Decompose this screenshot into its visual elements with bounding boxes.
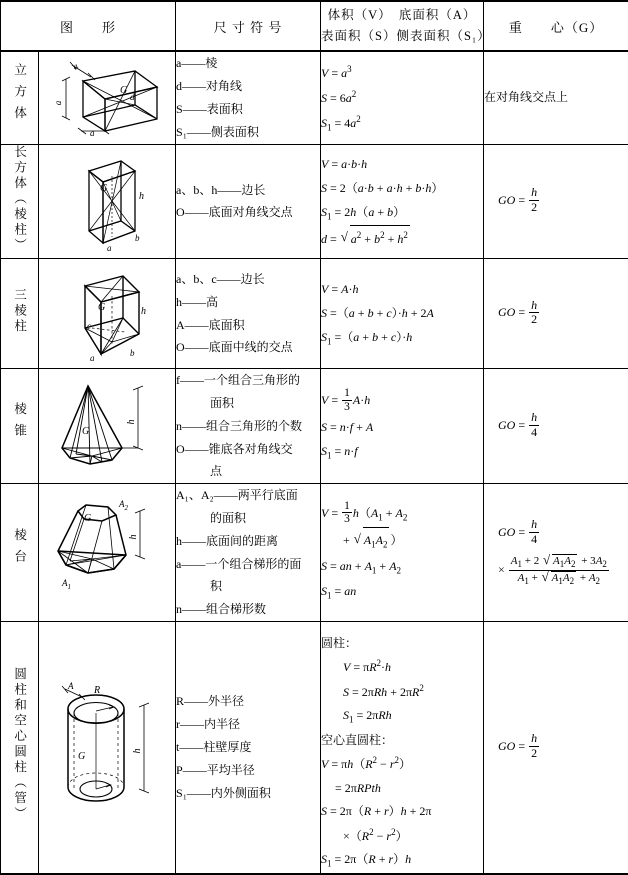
svg-text:A1: A1 [61, 578, 71, 591]
symbol-line: S₁——侧表面积 [176, 121, 320, 144]
row-label-pyramid [1, 369, 39, 484]
formula-line: $V = \pi h(R^2 - r^2)$ [321, 752, 483, 776]
rectangular-prism-centroid-cell [484, 144, 628, 259]
table-row [1, 369, 628, 484]
svg-text:d: d [130, 92, 135, 102]
triangular-prism-symbols-cell [176, 259, 321, 369]
row-label-text: 立方体 [10, 63, 28, 128]
frustum-formulas-cell [321, 484, 484, 622]
frustum-symbols-cell [176, 484, 321, 622]
svg-text:a: a [53, 100, 63, 105]
row-label-rectangular-prism [1, 144, 39, 259]
svg-text:b: b [135, 233, 140, 243]
symbol-line: 积 [176, 575, 320, 598]
symbol-line: h——底面间的距离 [176, 530, 320, 553]
symbol-line: h——高 [176, 291, 320, 314]
symbol-line: 点 [176, 460, 320, 483]
row-label-cube [1, 51, 39, 144]
svg-text:a: a [90, 128, 95, 138]
row-label-text: 圆柱和空心圆柱（管） [10, 667, 28, 822]
header-symbols [176, 1, 321, 51]
header-centroid-label: 重 心（G） [509, 20, 603, 35]
rectangular-prism-formulas-cell [321, 144, 484, 259]
formula-group-title: 空心直圆柱： [321, 729, 483, 752]
pyramid-figure [40, 372, 175, 480]
formula-line: $\times(R^2 - r^2)$ [321, 824, 483, 848]
triangular-prism-figure [45, 262, 170, 366]
svg-text:h: h [126, 420, 137, 425]
formula-line: S = an + $A_1 + A_2$ [321, 554, 483, 579]
cube-figure-cell [39, 51, 176, 144]
formula-line: V = $\frac{1}{3}$ A·h [321, 388, 483, 415]
formula-group-title: 圆柱： [321, 632, 483, 655]
symbol-line: O——底面中线的交点 [176, 336, 320, 359]
symbol-line: 的面积 [176, 507, 320, 530]
frustum-figure-cell [39, 484, 176, 622]
svg-text:a: a [70, 60, 80, 71]
pyramid-figure-cell [39, 369, 176, 484]
svg-text:G: G [78, 751, 85, 762]
symbol-line: a、b、c——边长 [176, 268, 320, 291]
formula-line: V = A·h [321, 277, 483, 301]
formula-line: $S_1 = 4a^2$ [321, 110, 483, 136]
rectangular-prism-figure [45, 149, 170, 253]
centroid-formula-line2: × $\frac{A_1 + 2 √ A_1A_2 + 3A_2}{A_1 + √ A_1A_2 + A_2}$ [498, 555, 628, 587]
centroid-formula: GO = $\frac{h}{4}$ [498, 418, 540, 432]
header-symbols-label: 尺 寸 符 号 [214, 20, 283, 35]
cube-figure [45, 57, 170, 139]
symbol-line: A——底面积 [176, 314, 320, 337]
table-row [1, 144, 628, 259]
formula-line: = 2πRPth [321, 777, 483, 800]
hollow-cylinder-symbols-cell [176, 621, 321, 874]
symbol-line: t——柱壁厚度 [176, 736, 320, 759]
formula-line: S =（a + b + c）·h + 2A [321, 301, 483, 325]
frustum-centroid-cell [484, 484, 628, 622]
formula-line: S = n·f + A [321, 415, 483, 439]
row-label-text: 棱锥 [10, 402, 28, 445]
table-row [1, 484, 628, 622]
row-label-text: 棱台 [10, 528, 28, 571]
frustum-figure [40, 489, 175, 617]
svg-text:A: A [67, 681, 74, 691]
svg-text:G: G [84, 513, 91, 524]
symbol-line: P——平均半径 [176, 759, 320, 782]
svg-text:h: h [128, 534, 139, 539]
symbol-line: n——组合三角形的个数 [176, 415, 320, 438]
symbol-line: S——表面积 [176, 98, 320, 121]
row-label-text: 三棱柱 [10, 288, 28, 335]
svg-text:h: h [132, 749, 143, 754]
svg-text:G: G [98, 302, 105, 313]
header-formulas [321, 1, 484, 51]
svg-text:a: a [90, 353, 95, 363]
centroid-formula: GO = $\frac{h}{2}$ [498, 193, 540, 207]
header-formulas-line2: 表面积（S）侧表面积（S₁） [321, 26, 483, 47]
hollow-cylinder-centroid-cell [484, 621, 628, 874]
pyramid-formulas-cell [321, 369, 484, 484]
symbol-line: O——锥底各对角线交 [176, 438, 320, 461]
formula-line: S = 2π（R + r）h + 2π [321, 800, 483, 823]
pyramid-symbols-cell [176, 369, 321, 484]
svg-text:h: h [141, 306, 146, 317]
formula-line: V = a·b·h [321, 152, 483, 176]
symbol-line: S₁——内外侧面积 [176, 782, 320, 805]
symbol-line: R——外半径 [176, 690, 320, 713]
centroid-formula: GO = $\frac{h}{2}$ [498, 739, 540, 753]
formula-line: $S_1 = 2h(a + b)$ [321, 200, 483, 225]
formula-line: V = $\frac{1}{3}$ $h(A_1 + A_2$ [321, 501, 483, 528]
hollow-cylinder-figure [40, 667, 175, 827]
formula-line: $S_1 = n\cdot f$ [321, 439, 483, 464]
cube-formulas-cell [321, 51, 484, 144]
triangular-prism-formulas-cell [321, 259, 484, 369]
svg-text:R: R [93, 685, 100, 696]
formula-line: $S = 2\pi Rh + 2\pi R^2$ [321, 680, 483, 704]
symbol-line: A₁、A₂——两平行底面 [176, 484, 320, 507]
formula-line: $S_1 = 2\pi Rh$ [321, 704, 483, 729]
cube-centroid-cell [484, 51, 628, 144]
formula-line: $V = \pi R^2\cdot h$ [321, 655, 483, 679]
rectangular-prism-figure-cell [39, 144, 176, 259]
rectangular-prism-symbols-cell [176, 144, 321, 259]
header-centroid [484, 1, 628, 51]
svg-text:h: h [139, 191, 144, 202]
symbol-line: a——一个组合梯形的面 [176, 553, 320, 576]
formula-line: S = 2（a·b + a·h + b·h） [321, 176, 483, 200]
formula-line: + √ $A_1A_2$ ） [321, 527, 483, 553]
row-label-triangular-prism [1, 259, 39, 369]
triangular-prism-figure-cell [39, 259, 176, 369]
symbol-line: O——底面对角线交点 [176, 201, 320, 224]
centroid-formula-line1: GO = $\frac{h}{4}$ [498, 518, 628, 547]
header-figure [1, 1, 176, 51]
formula-line: $S_1 = 2\pi(R + r)h$ [321, 848, 483, 873]
centroid-formula: GO = $\frac{h}{2}$ [498, 305, 540, 319]
svg-text:G: G [120, 85, 127, 96]
row-label-hollow-cylinder [1, 621, 39, 874]
svg-text:G: G [82, 426, 89, 437]
symbol-line: r——内半径 [176, 713, 320, 736]
symbol-line: a——棱 [176, 52, 320, 75]
symbol-line: 面积 [176, 392, 320, 415]
formula-line: $S_1 =(a + b + c)\cdot h$ [321, 325, 483, 350]
pyramid-centroid-cell [484, 369, 628, 484]
svg-text:c: c [87, 321, 91, 331]
formula-line: $S = 6a^2$ [321, 85, 483, 110]
cube-symbols-cell [176, 51, 321, 144]
symbol-line: f——一个组合三角形的 [176, 369, 320, 392]
table-row [1, 259, 628, 369]
table-row [1, 621, 628, 874]
formula-line: d = √ $a^2 + b^2 + h^2$ [321, 225, 483, 251]
row-label-text: 长方体（棱柱） [10, 145, 28, 254]
header-figure-label: 图 形 [60, 20, 116, 35]
hollow-cylinder-formulas-cell [321, 621, 484, 874]
formula-line: $S_1$ = an [321, 579, 483, 604]
header-formulas-line1: 体积（V） 底面积（A） [321, 5, 483, 26]
centroid-text: 在对角线交点上 [484, 90, 568, 104]
table-header-row [1, 1, 628, 51]
formula-line: $V = a^3$ [321, 60, 483, 85]
symbol-line: a、b、h——边长 [176, 179, 320, 202]
svg-text:b: b [130, 348, 135, 358]
svg-text:G: G [100, 183, 107, 194]
row-label-frustum [1, 484, 39, 622]
table-row [1, 51, 628, 144]
symbol-line: d——对角线 [176, 75, 320, 98]
triangular-prism-centroid-cell [484, 259, 628, 369]
hollow-cylinder-figure-cell [39, 621, 176, 874]
svg-text:A2: A2 [118, 499, 129, 512]
svg-text:a: a [107, 243, 112, 253]
symbol-line: n——组合梯形数 [176, 598, 320, 621]
